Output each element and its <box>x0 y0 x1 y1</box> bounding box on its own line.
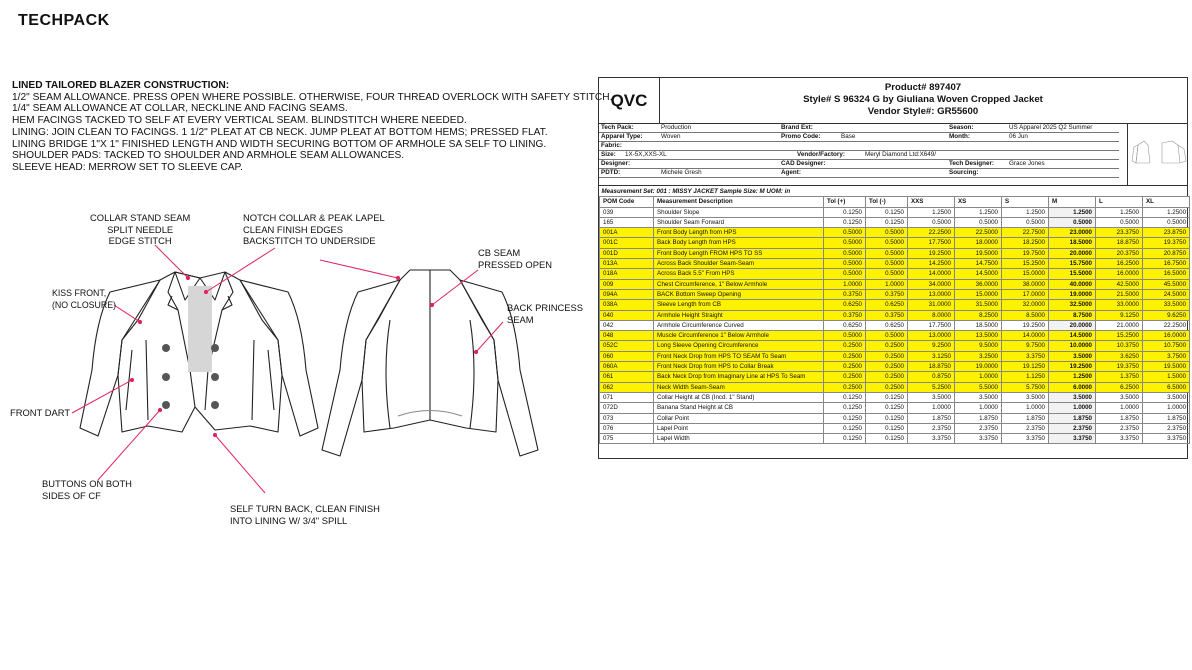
cell-tp: 0.5000 <box>824 228 866 238</box>
notes-heading: LINED TAILORED BLAZER CONSTRUCTION: <box>12 80 230 91</box>
table-row <box>600 248 1190 258</box>
cell-tp: 0.1250 <box>824 217 866 227</box>
cell-m: 32.5000 <box>1049 300 1096 310</box>
note-line: 1/4" SEAM ALLOWANCE AT COLLAR, NECKLINE AND FACING SEAMS. <box>12 103 348 115</box>
col-xxs: XXS <box>908 197 955 207</box>
cell-code: 009 <box>600 279 654 289</box>
cell-xs: 13.5000 <box>955 331 1002 341</box>
cell-xxs: 1.0000 <box>908 403 955 413</box>
cell-tm: 0.2500 <box>866 341 908 351</box>
cell-xxs: 13.0000 <box>908 289 955 299</box>
cell-desc: BACK Bottom Sweep Opening <box>654 289 824 299</box>
cell-tm: 0.1250 <box>866 207 908 217</box>
cell-xxs: 8.0000 <box>908 310 955 320</box>
col-m: M <box>1049 197 1096 207</box>
cell-code: 072D <box>600 403 654 413</box>
cell-xs: 3.3750 <box>955 434 1002 444</box>
cell-s: 9.7500 <box>1002 341 1049 351</box>
table-row <box>600 372 1190 382</box>
table-row <box>600 300 1190 310</box>
note-line: HEM FACINGS TACKED TO SELF AT EVERY VERTICAL SEAM. BLINDSTITCH WHERE NEEDED. <box>12 115 467 127</box>
cell-desc: Shoulder Seam Forward <box>654 217 824 227</box>
cell-desc: Collar Point <box>654 413 824 423</box>
cell-xl: 16.5000 <box>1143 269 1190 279</box>
cell-tp: 0.6250 <box>824 300 866 310</box>
cell-tm: 0.5000 <box>866 269 908 279</box>
cell-xl: 0.5000 <box>1143 217 1190 227</box>
cell-xs: 1.0000 <box>955 403 1002 413</box>
cell-tp: 0.3750 <box>824 310 866 320</box>
cell-tm: 1.0000 <box>866 279 908 289</box>
col-xl: XL <box>1143 197 1190 207</box>
cell-xxs: 17.7500 <box>908 320 955 330</box>
cell-m: 15.5000 <box>1049 269 1096 279</box>
cell-m: 1.2500 <box>1049 207 1096 217</box>
cell-tp: 0.5000 <box>824 238 866 248</box>
cell-tm: 0.3750 <box>866 310 908 320</box>
cell-s: 22.7500 <box>1002 228 1049 238</box>
thumbnail-sketch <box>1127 123 1188 185</box>
cell-tp: 0.5000 <box>824 248 866 258</box>
callout-back-princess: BACK PRINCESS SEAM <box>507 302 584 325</box>
col-description: Measurement Description <box>654 197 824 207</box>
cell-m: 19.2500 <box>1049 362 1096 372</box>
cell-xxs: 1.2500 <box>908 207 955 217</box>
cell-code: 042 <box>600 320 654 330</box>
table-row <box>600 238 1190 248</box>
measurement-table <box>599 187 1187 444</box>
cell-tp: 0.3750 <box>824 289 866 299</box>
cell-xxs: 0.5000 <box>908 217 955 227</box>
cell-xs: 5.5000 <box>955 382 1002 392</box>
spec-meta: Tech Pack: Production Brand Ext: Season: US Apparel 2025 Q2 Summer Apparel Type: Woven Promo Code: Base Month: 06 Jun Fabric: Size: 1X-5X,XXS-XL Vendor/Factory: Meryl Diamond Ltd:X649/ Designer: CAD Designer: Tech Designer: Grace Jones PDTD: Michele Gresh Agent: Sourcing: <box>599 123 1187 186</box>
cell-xxs: 5.2500 <box>908 382 955 392</box>
cell-m: 1.0000 <box>1049 403 1096 413</box>
cell-tp: 0.5000 <box>824 269 866 279</box>
note-line: 1/2" SEAM ALLOWANCE. PRESS OPEN WHERE POSSIBLE. OTHERWISE, FOUR THREAD OVERLOCK WITH SAFETY STITCH. <box>12 91 613 103</box>
cell-desc: Armhole Height Straight <box>654 310 824 320</box>
table-row <box>600 382 1190 392</box>
cell-xs: 3.5000 <box>955 392 1002 402</box>
table-row <box>600 217 1190 227</box>
cell-tm: 0.5000 <box>866 259 908 269</box>
cell-xl: 16.7500 <box>1143 259 1190 269</box>
cell-tp: 0.6250 <box>824 320 866 330</box>
cell-desc: Lapel Point <box>654 423 824 433</box>
cell-xs: 22.5000 <box>955 228 1002 238</box>
cell-xs: 1.0000 <box>955 372 1002 382</box>
callout-buttons: BUTTONS ON BOTH SIDES OF CF <box>42 478 132 501</box>
cell-xxs: 9.2500 <box>908 341 955 351</box>
cell-xs: 15.0000 <box>955 289 1002 299</box>
cell-xl: 2.3750 <box>1143 423 1190 433</box>
cell-desc: Lapel Width <box>654 434 824 444</box>
cell-xl: 19.5000 <box>1143 362 1190 372</box>
cell-tm: 0.2500 <box>866 382 908 392</box>
note-line: LINING BRIDGE 1"X 1" FINISHED LENGTH AND WIDTH SECURING BOTTOM OF ARMHOLE SA SELF TO LINING. <box>12 138 547 150</box>
cell-l: 33.0000 <box>1096 300 1143 310</box>
cell-l: 42.5000 <box>1096 279 1143 289</box>
cell-s: 19.1250 <box>1002 362 1049 372</box>
cell-tp: 0.2500 <box>824 382 866 392</box>
cell-l: 16.2500 <box>1096 259 1143 269</box>
cell-s: 15.0000 <box>1002 269 1049 279</box>
cell-l: 23.3750 <box>1096 228 1143 238</box>
note-line: SLEEVE HEAD: MERROW SET TO SLEEVE CAP. <box>12 161 243 173</box>
cell-l: 0.5000 <box>1096 217 1143 227</box>
cell-tp: 0.1250 <box>824 434 866 444</box>
cell-l: 3.6250 <box>1096 351 1143 361</box>
cell-s: 38.0000 <box>1002 279 1049 289</box>
cell-m: 3.5000 <box>1049 392 1096 402</box>
cell-m: 14.5000 <box>1049 331 1096 341</box>
cell-tm: 0.1250 <box>866 413 908 423</box>
cell-desc: Across Back Shoulder Seam-Seam <box>654 259 824 269</box>
cell-desc: Chest Circumference, 1" Below Armhole <box>654 279 824 289</box>
note-line: LINING: JOIN CLEAN TO FACINGS. 1 1/2" PLEAT AT CB NECK. JUMP PLEAT AT BOTTOM HEMS; PRESSED FLAT. <box>12 126 548 138</box>
qvc-logo: QVC <box>599 78 660 123</box>
cell-l: 15.2500 <box>1096 331 1143 341</box>
cell-xs: 1.8750 <box>955 413 1002 423</box>
cell-s: 32.0000 <box>1002 300 1049 310</box>
cell-xs: 31.5000 <box>955 300 1002 310</box>
cell-s: 15.2500 <box>1002 259 1049 269</box>
table-row <box>600 351 1190 361</box>
cell-m: 15.7500 <box>1049 259 1096 269</box>
cell-tm: 0.1250 <box>866 217 908 227</box>
cell-s: 1.8750 <box>1002 413 1049 423</box>
cell-tm: 0.1250 <box>866 392 908 402</box>
table-row <box>600 434 1190 444</box>
cell-l: 19.3750 <box>1096 362 1143 372</box>
cell-tm: 0.6250 <box>866 300 908 310</box>
cell-m: 0.5000 <box>1049 217 1096 227</box>
cell-l: 1.0000 <box>1096 403 1143 413</box>
cell-xxs: 34.0000 <box>908 279 955 289</box>
cell-code: 060A <box>600 362 654 372</box>
cell-s: 1.0000 <box>1002 403 1049 413</box>
cell-l: 3.3750 <box>1096 434 1143 444</box>
cell-code: 073 <box>600 413 654 423</box>
measurement-rows <box>600 207 1190 444</box>
cell-tp: 0.1250 <box>824 392 866 402</box>
cell-desc: Across Back 5.5" From HPS <box>654 269 824 279</box>
table-row <box>600 279 1190 289</box>
cell-s: 14.0000 <box>1002 331 1049 341</box>
cell-l: 20.3750 <box>1096 248 1143 258</box>
cell-tm: 0.5000 <box>866 248 908 258</box>
back-view-sketch <box>322 270 538 456</box>
cell-xs: 14.7500 <box>955 259 1002 269</box>
cell-xl: 3.5000 <box>1143 392 1190 402</box>
cell-l: 1.8750 <box>1096 413 1143 423</box>
cell-xs: 18.5000 <box>955 320 1002 330</box>
cell-code: 165 <box>600 217 654 227</box>
col-tol-minus: Tol (-) <box>866 197 908 207</box>
cell-desc: Back Neck Drop from Imaginary Line at HPS To Seam <box>654 372 824 382</box>
cell-tm: 0.5000 <box>866 228 908 238</box>
cell-s: 3.3750 <box>1002 351 1049 361</box>
cell-l: 1.3750 <box>1096 372 1143 382</box>
cell-xs: 19.0000 <box>955 362 1002 372</box>
cell-code: 048 <box>600 331 654 341</box>
cell-l: 6.2500 <box>1096 382 1143 392</box>
cell-xs: 14.5000 <box>955 269 1002 279</box>
table-row <box>600 331 1190 341</box>
cell-code: 094A <box>600 289 654 299</box>
callout-cb-seam: CB SEAM PRESSED OPEN <box>478 247 552 270</box>
cell-s: 18.2500 <box>1002 238 1049 248</box>
cell-xxs: 3.1250 <box>908 351 955 361</box>
cell-tp: 0.1250 <box>824 413 866 423</box>
cell-xxs: 3.5000 <box>908 392 955 402</box>
cell-tp: 0.1250 <box>824 403 866 413</box>
cell-xs: 9.5000 <box>955 341 1002 351</box>
cell-l: 10.3750 <box>1096 341 1143 351</box>
cell-desc: Banana Stand Height at CB <box>654 403 824 413</box>
cell-tm: 0.2500 <box>866 362 908 372</box>
cell-xl: 22.2500 <box>1143 320 1190 330</box>
cell-tm: 0.5000 <box>866 331 908 341</box>
cell-desc: Long Sleeve Opening Circumference <box>654 341 824 351</box>
cell-m: 3.3750 <box>1049 434 1096 444</box>
table-row <box>600 392 1190 402</box>
cell-desc: Collar Height at CB (Incd. 1" Stand) <box>654 392 824 402</box>
cell-xs: 36.0000 <box>955 279 1002 289</box>
cell-m: 23.0000 <box>1049 228 1096 238</box>
cell-s: 2.3750 <box>1002 423 1049 433</box>
cell-xs: 18.0000 <box>955 238 1002 248</box>
cell-tm: 0.6250 <box>866 320 908 330</box>
cell-xl: 9.6250 <box>1143 310 1190 320</box>
cell-m: 18.5000 <box>1049 238 1096 248</box>
cell-code: 075 <box>600 434 654 444</box>
cell-l: 3.5000 <box>1096 392 1143 402</box>
cell-m: 40.0000 <box>1049 279 1096 289</box>
table-row <box>600 403 1190 413</box>
table-row <box>600 341 1190 351</box>
cell-m: 6.0000 <box>1049 382 1096 392</box>
spec-header <box>599 78 1187 124</box>
cell-tp: 0.1250 <box>824 207 866 217</box>
cell-xxs: 31.0000 <box>908 300 955 310</box>
cell-xl: 1.2500 <box>1143 207 1190 217</box>
cell-code: 052C <box>600 341 654 351</box>
cell-tp: 0.2500 <box>824 372 866 382</box>
cell-code: 038A <box>600 300 654 310</box>
cell-code: 062 <box>600 382 654 392</box>
col-pom-code: POM Code <box>600 197 654 207</box>
callout-front-dart: FRONT DART <box>10 407 71 418</box>
table-row <box>600 289 1190 299</box>
cell-l: 1.2500 <box>1096 207 1143 217</box>
vendor-style: Vendor Style#: GR55600 <box>867 106 979 118</box>
cell-code: 039 <box>600 207 654 217</box>
cell-desc: Armhole Circumference Curved <box>654 320 824 330</box>
product-number: Product# 897407 <box>884 82 962 93</box>
cell-tm: 0.1250 <box>866 403 908 413</box>
cell-desc: Front Body Length from HPS <box>654 228 824 238</box>
cell-l: 21.0000 <box>1096 320 1143 330</box>
cell-tp: 0.5000 <box>824 331 866 341</box>
cell-tp: 0.2500 <box>824 362 866 372</box>
cell-xs: 0.5000 <box>955 217 1002 227</box>
cell-tm: 0.5000 <box>866 238 908 248</box>
cell-tp: 0.5000 <box>824 259 866 269</box>
cell-m: 19.0000 <box>1049 289 1096 299</box>
cell-m: 1.2500 <box>1049 372 1096 382</box>
cell-xs: 19.5000 <box>955 248 1002 258</box>
cell-xxs: 19.2500 <box>908 248 955 258</box>
cell-desc: Shoulder Slope <box>654 207 824 217</box>
techpack-title: TECHPACK <box>18 12 110 29</box>
cell-desc: Neck Width Seam-Seam <box>654 382 824 392</box>
cell-s: 1.2500 <box>1002 207 1049 217</box>
cell-m: 20.0000 <box>1049 248 1096 258</box>
cell-xxs: 17.7500 <box>908 238 955 248</box>
cell-xxs: 1.8750 <box>908 413 955 423</box>
cell-s: 3.3750 <box>1002 434 1049 444</box>
cell-s: 17.0000 <box>1002 289 1049 299</box>
cell-xl: 45.5000 <box>1143 279 1190 289</box>
callout-kiss-front: KISS FRONT, (NO CLOSURE) <box>52 288 117 310</box>
cell-tp: 1.0000 <box>824 279 866 289</box>
cell-desc: Back Body Length from HPS <box>654 238 824 248</box>
cell-desc: Front Neck Drop from HPS to Collar Break <box>654 362 824 372</box>
cell-l: 21.5000 <box>1096 289 1143 299</box>
cell-code: 013A <box>600 259 654 269</box>
construction-notes <box>12 80 613 174</box>
cell-tp: 0.2500 <box>824 341 866 351</box>
cell-m: 3.5000 <box>1049 351 1096 361</box>
cell-desc: Muscle Circumference 1" Below Armhole <box>654 331 824 341</box>
cell-xl: 24.5000 <box>1143 289 1190 299</box>
cell-xs: 8.2500 <box>955 310 1002 320</box>
cell-desc: Front Body Length FROM HPS TO SS <box>654 248 824 258</box>
cell-xl: 3.3750 <box>1143 434 1190 444</box>
table-row <box>600 207 1190 217</box>
cell-m: 8.7500 <box>1049 310 1096 320</box>
cell-xl: 19.3750 <box>1143 238 1190 248</box>
cell-xs: 3.2500 <box>955 351 1002 361</box>
callout-pointers <box>72 245 503 493</box>
cell-xxs: 14.2500 <box>908 259 955 269</box>
cell-xl: 33.5000 <box>1143 300 1190 310</box>
cell-code: 061 <box>600 372 654 382</box>
cell-code: 001D <box>600 248 654 258</box>
note-line: SHOULDER PADS: TACKED TO SHOULDER AND ARMHOLE SEAM ALLOWANCES. <box>12 150 405 162</box>
cell-tm: 0.2500 <box>866 372 908 382</box>
style-number: Style# S 96324 G by Giuliana Woven Cropped Jacket <box>803 94 1043 106</box>
col-xs: XS <box>955 197 1002 207</box>
cell-s: 19.7500 <box>1002 248 1049 258</box>
cell-xs: 1.2500 <box>955 207 1002 217</box>
cell-m: 1.8750 <box>1049 413 1096 423</box>
cell-l: 18.8750 <box>1096 238 1143 248</box>
cell-xxs: 2.3750 <box>908 423 955 433</box>
cell-xl: 1.8750 <box>1143 413 1190 423</box>
table-row <box>600 413 1190 423</box>
cell-m: 2.3750 <box>1049 423 1096 433</box>
cell-xxs: 14.0000 <box>908 269 955 279</box>
cell-xl: 23.8750 <box>1143 228 1190 238</box>
table-row <box>600 259 1190 269</box>
cell-s: 5.7500 <box>1002 382 1049 392</box>
cell-xl: 20.8750 <box>1143 248 1190 258</box>
col-s: S <box>1002 197 1049 207</box>
col-tol-plus: Tol (+) <box>824 197 866 207</box>
measurement-set-label: Measurement Set: 001 : MISSY JACKET Sample Size: M UOM: in <box>601 188 791 195</box>
cell-tp: 0.1250 <box>824 423 866 433</box>
cell-s: 8.5000 <box>1002 310 1049 320</box>
cell-code: 060 <box>600 351 654 361</box>
cell-s: 1.1250 <box>1002 372 1049 382</box>
cell-xl: 1.5000 <box>1143 372 1190 382</box>
cell-tm: 0.2500 <box>866 351 908 361</box>
cell-desc: Sleeve Length from CB <box>654 300 824 310</box>
cell-xxs: 22.2500 <box>908 228 955 238</box>
cell-xl: 16.0000 <box>1143 331 1190 341</box>
table-row <box>600 228 1190 238</box>
cell-xxs: 0.8750 <box>908 372 955 382</box>
cell-m: 10.0000 <box>1049 341 1096 351</box>
cell-l: 16.0000 <box>1096 269 1143 279</box>
cell-xl: 6.5000 <box>1143 382 1190 392</box>
cell-code: 071 <box>600 392 654 402</box>
cell-code: 018A <box>600 269 654 279</box>
cell-m: 20.0000 <box>1049 320 1096 330</box>
cell-code: 076 <box>600 423 654 433</box>
cell-s: 3.5000 <box>1002 392 1049 402</box>
cell-code: 001A <box>600 228 654 238</box>
cell-code: 001C <box>600 238 654 248</box>
cell-xs: 2.3750 <box>955 423 1002 433</box>
cell-l: 2.3750 <box>1096 423 1143 433</box>
cell-xl: 1.0000 <box>1143 403 1190 413</box>
cell-tm: 0.1250 <box>866 423 908 433</box>
table-row <box>600 320 1190 330</box>
table-row <box>600 362 1190 372</box>
cell-xxs: 3.3750 <box>908 434 955 444</box>
cell-xl: 10.7500 <box>1143 341 1190 351</box>
cell-tm: 0.3750 <box>866 289 908 299</box>
spec-sheet <box>598 77 1188 459</box>
callout-collar-stand: COLLAR STAND SEAM SPLIT NEEDLE EDGE STITCH <box>90 212 191 247</box>
table-row <box>600 269 1190 279</box>
cell-xl: 3.7500 <box>1143 351 1190 361</box>
cell-desc: Front Neck Drop from HPS TO SEAM To Seam <box>654 351 824 361</box>
cell-s: 19.2500 <box>1002 320 1049 330</box>
cell-tm: 0.1250 <box>866 434 908 444</box>
cell-l: 9.1250 <box>1096 310 1143 320</box>
cell-s: 0.5000 <box>1002 217 1049 227</box>
col-l: L <box>1096 197 1143 207</box>
callout-self-turn-back: SELF TURN BACK, CLEAN FINISH INTO LINING W/ 3/4" SPILL <box>230 503 380 526</box>
callout-notch-collar: NOTCH COLLAR & PEAK LAPEL CLEAN FINISH EDGES BACKSTITCH TO UNDERSIDE <box>243 212 385 247</box>
cell-code: 040 <box>600 310 654 320</box>
cell-tp: 0.2500 <box>824 351 866 361</box>
spec-title-block <box>659 82 1187 119</box>
cell-xxs: 18.8750 <box>908 362 955 372</box>
cell-xxs: 13.0000 <box>908 331 955 341</box>
table-row <box>600 310 1190 320</box>
table-row <box>600 423 1190 433</box>
